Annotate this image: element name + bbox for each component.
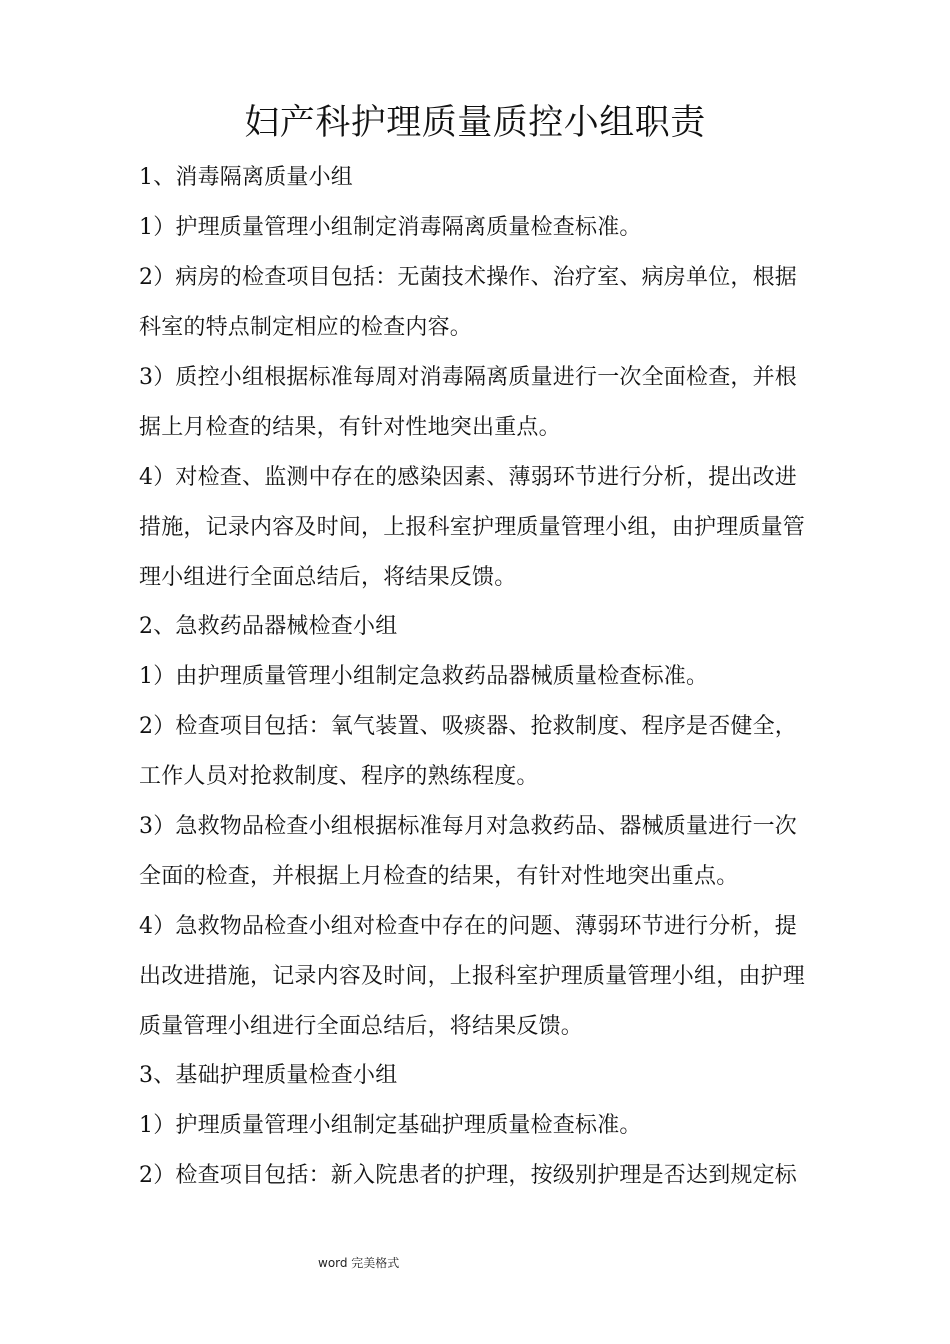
paragraph-line: 2）检查项目包括：新入院患者的护理，按级别护理是否达到规定标 [139,1163,797,1188]
section-heading: 2、急救药品器械检查小组 [139,614,398,639]
paragraph-line: 4）急救物品检查小组对检查中存在的问题、薄弱环节进行分析，提 [139,914,797,939]
paragraph-line: 措施，记录内容及时间，上报科室护理质量管理小组，由护理质量管 [139,515,806,540]
paragraph-line: 2）病房的检查项目包括：无菌技术操作、治疗室、病房单位，根据 [139,265,797,290]
page-footer: word 完美格式 [318,1256,400,1270]
paragraph-line: 工作人员对抢救制度、程序的熟练程度。 [139,764,539,789]
paragraph-line: 质量管理小组进行全面总结后，将结果反馈。 [139,1014,584,1039]
section-heading: 3、基础护理质量检查小组 [139,1063,398,1088]
paragraph-line: 4）对检查、监测中存在的感染因素、薄弱环节进行分析，提出改进 [139,465,797,490]
paragraph-line: 全面的检查，并根据上月检查的结果，有针对性地突出重点。 [139,864,739,889]
document-title: 妇产科护理质量质控小组职责 [244,103,706,143]
paragraph-line: 据上月检查的结果，有针对性地突出重点。 [139,415,561,440]
paragraph-line: 1）护理质量管理小组制定基础护理质量检查标准。 [139,1113,642,1138]
paragraph-line: 科室的特点制定相应的检查内容。 [139,315,473,340]
paragraph-line: 1）护理质量管理小组制定消毒隔离质量检查标准。 [139,215,642,240]
paragraph-line: 2）检查项目包括：氧气装置、吸痰器、抢救制度、程序是否健全， [139,714,797,739]
paragraph-line: 3）质控小组根据标准每周对消毒隔离质量进行一次全面检查，并根 [139,365,797,390]
paragraph-line: 出改进措施，记录内容及时间，上报科室护理质量管理小组，由护理 [139,964,806,989]
paragraph-line: 1）由护理质量管理小组制定急救药品器械质量检查标准。 [139,664,709,689]
paragraph-line: 理小组进行全面总结后，将结果反馈。 [139,565,517,590]
section-heading: 1、消毒隔离质量小组 [139,165,353,190]
paragraph-line: 3）急救物品检查小组根据标准每月对急救药品、器械质量进行一次 [139,814,797,839]
